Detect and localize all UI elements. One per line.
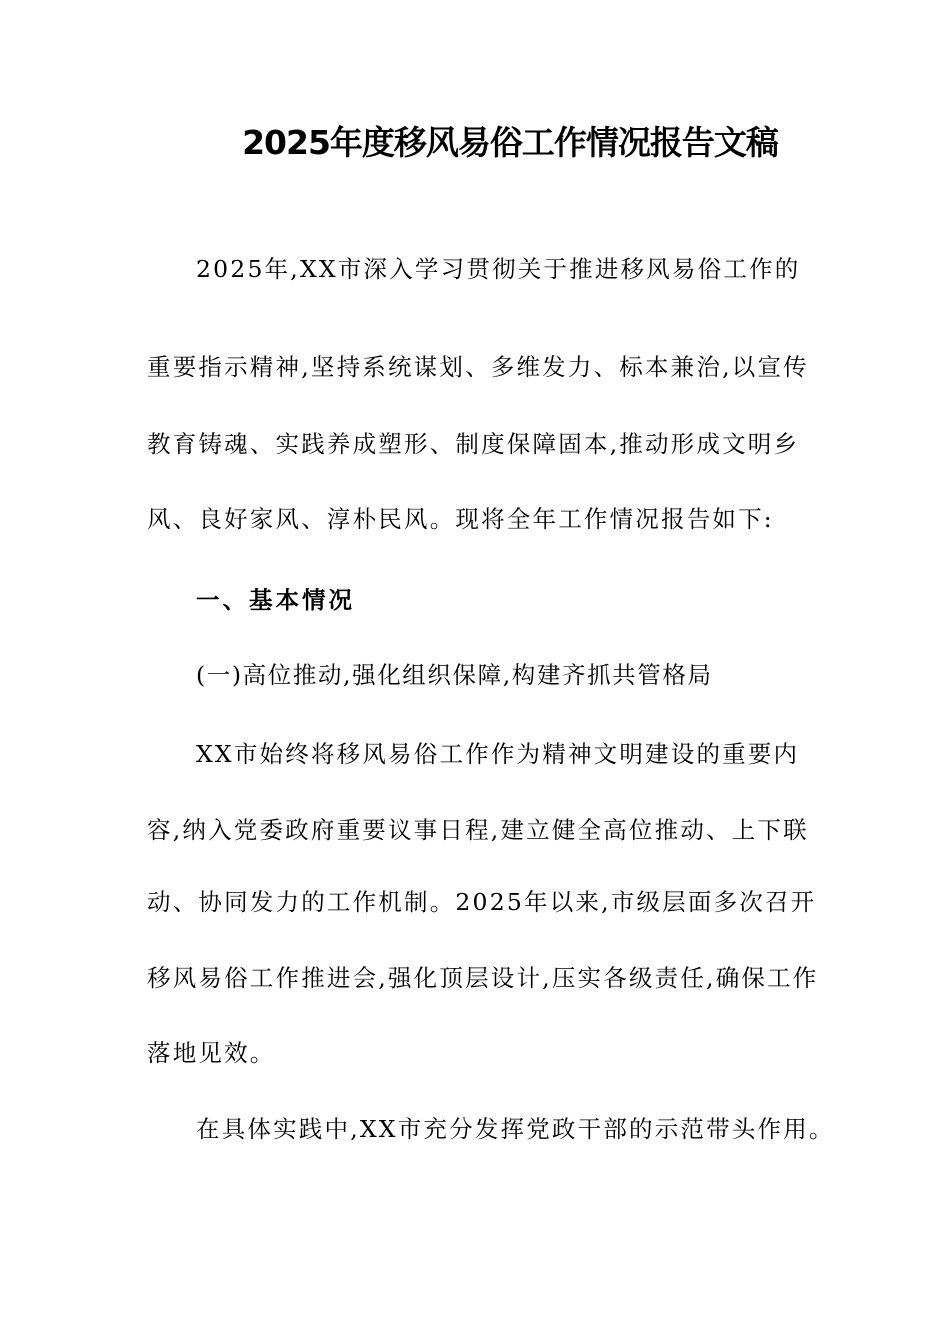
paragraph-1-line-3: 教育铸魂、实践养成塑形、制度保障固本,推动形成文明乡 (147, 430, 800, 458)
paragraph-3-line-1: 在具体实践中,XX市充分发挥党政干部的示范带头作用。 (196, 1115, 835, 1143)
paragraph-2-line-4: 移风易俗工作推进会,强化顶层设计,压实各级责任,确保工作 (147, 964, 819, 992)
paragraph-1-line-1: 2025年,XX市深入学习贯彻关于推进移风易俗工作的 (196, 255, 801, 283)
paragraph-2-line-1: XX市始终将移风易俗工作作为精神文明建设的重要内 (196, 740, 800, 768)
paragraph-2-line-5: 落地见效。 (147, 1039, 276, 1067)
document-title: 2025年度移风易俗工作情况报告文稿 (242, 123, 778, 162)
paragraph-2-line-2: 容,纳入党委政府重要议事日程,建立健全高位推动、上下联 (147, 816, 809, 844)
section-heading-basic-situation: 一、基本情况 (196, 586, 355, 614)
paragraph-2-line-3: 动、协同发力的工作机制。2025年以来,市级层面多次召开 (147, 888, 817, 916)
paragraph-1-line-4: 风、良好家风、淳朴民风。现将全年工作情况报告如下: (147, 505, 774, 533)
subsection-heading-1: (一)高位推动,强化组织保障,构建齐抓共管格局 (196, 661, 713, 689)
paragraph-1-line-2: 重要指示精神,坚持系统谋划、多维发力、标本兼治,以宣传 (147, 353, 809, 381)
